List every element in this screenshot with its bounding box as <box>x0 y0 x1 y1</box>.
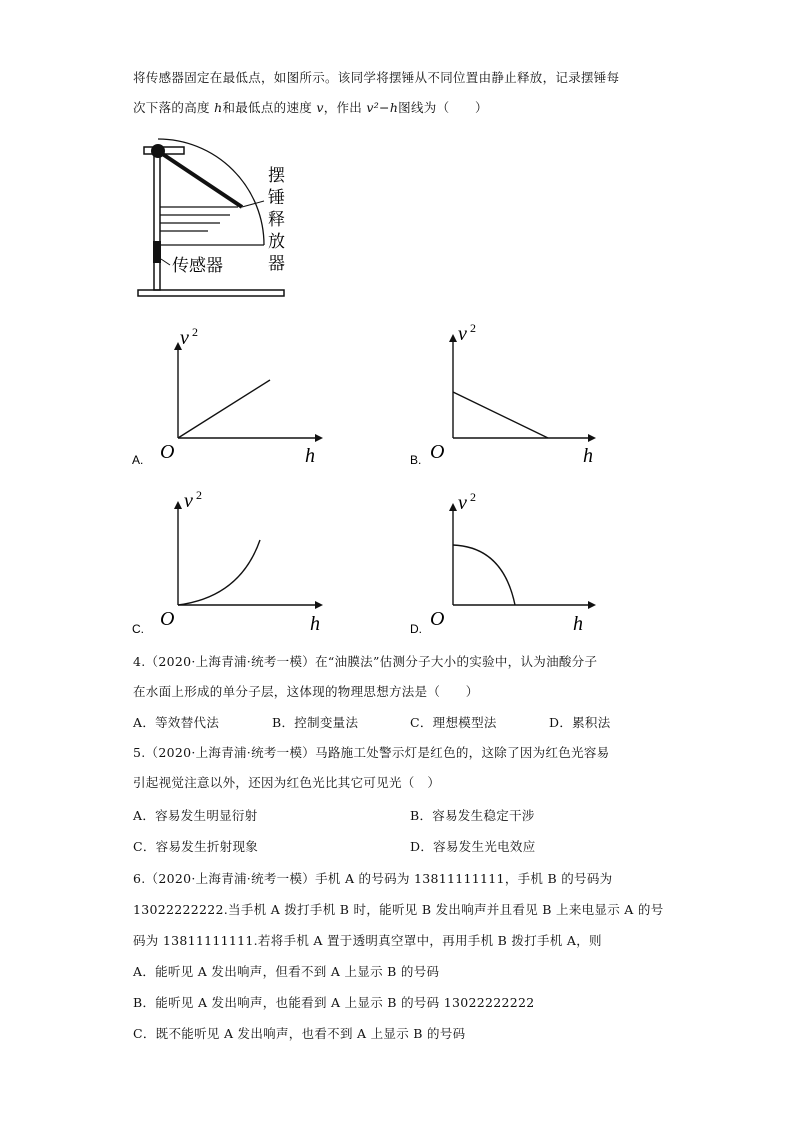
stand-base <box>138 290 284 296</box>
stand-pole <box>154 147 160 290</box>
intro-text: 和最低点的速度 <box>222 100 317 115</box>
q6-line-2: 13022222222.当手机 A 拨打手机 B 时，能听见 B 发出响声并且看见 B 上来电显示 A 的号 <box>133 902 664 917</box>
var-h: h <box>214 100 223 115</box>
q6-option-c: C．既不能听见 A 发出响声，也看不到 A 上显示 B 的号码 <box>133 1026 466 1041</box>
release-label-char: 释 <box>268 210 285 230</box>
y-axis-label: v <box>180 327 189 349</box>
option-label: C. <box>132 622 144 636</box>
q4-option-d: D．累积法 <box>549 715 611 730</box>
q6-option-b: B．能听见 A 发出响声，也能看到 A 上显示 B 的号码 13022222222 <box>133 995 535 1010</box>
release-arc <box>158 139 264 245</box>
option-label: A. <box>132 453 144 467</box>
q5-option-c: C．容易发生折射现象 <box>133 839 259 854</box>
q5-option-b: B．容易发生稳定干涉 <box>410 808 535 823</box>
q5-option-d: D．容易发生光电效应 <box>410 839 536 854</box>
graph-option-c <box>130 485 330 635</box>
pendulum-arm <box>158 151 242 207</box>
x-arrow <box>315 434 323 442</box>
graph-option-d <box>408 485 608 635</box>
option-label: B. <box>410 453 422 467</box>
intro-line-2 <box>133 98 488 116</box>
y-axis-label: v <box>458 492 467 514</box>
x-axis-label: h <box>305 445 315 467</box>
origin-label: O <box>430 441 445 463</box>
option-label: D. <box>410 622 422 636</box>
q4-line-2: 在水面上形成的单分子层，这体现的物理思想方法是（ ） <box>133 684 479 699</box>
var-v2-h: v²−h <box>366 100 399 115</box>
graph-option-b <box>408 320 608 470</box>
q6-line-3: 码为 13811111111.若将手机 A 置于透明真空罩中，再用手机 B 拨打手机 A，则 <box>133 933 602 948</box>
sensor-pointer <box>161 259 170 265</box>
y-axis-sup: 2 <box>192 325 198 339</box>
var-v: v <box>316 100 324 115</box>
x-arrow <box>588 601 596 609</box>
origin-label: O <box>160 608 175 630</box>
y-axis-sup: 2 <box>196 488 202 502</box>
x-axis-label: h <box>310 613 320 635</box>
q5-line-2: 引起视觉注意以外，还因为红色光比其它可见光（ ） <box>133 775 441 790</box>
pendulum-apparatus-figure <box>130 135 310 305</box>
intro-text: 图线为（ ） <box>398 100 488 115</box>
q6-line-1: 6.（2020·上海青浦·统考一模）手机 A 的号码为 13811111111，手机 B 的号码为 <box>133 871 613 886</box>
q4-option-b: B．控制变量法 <box>272 715 359 730</box>
y-arrow <box>174 501 182 509</box>
release-label-char: 器 <box>268 254 285 274</box>
origin-label: O <box>430 608 445 630</box>
y-axis-sup: 2 <box>470 490 476 504</box>
intro-text: 次下落的高度 <box>133 100 215 115</box>
release-label-char: 锤 <box>268 188 285 208</box>
graph-option-a <box>130 320 330 470</box>
origin-label: O <box>160 441 175 463</box>
release-label-char: 放 <box>268 232 285 252</box>
q4-option-c: C．理想模型法 <box>410 715 497 730</box>
sensor-label: 传感器 <box>172 256 223 276</box>
y-arrow <box>449 334 457 342</box>
q4-line-1: 4.（2020·上海青浦·统考一模）在“油膜法”估测分子大小的实验中，认为油酸分子 <box>133 654 598 669</box>
y-axis-sup: 2 <box>470 321 476 335</box>
release-label-char: 摆 <box>268 166 285 186</box>
intro-text: ，作出 <box>323 100 367 115</box>
x-axis-label: h <box>573 613 583 635</box>
y-axis-label: v <box>458 323 467 345</box>
q5-line-1: 5.（2020·上海青浦·统考一模）马路施工处警示灯是红色的，这除了因为红色光容易 <box>133 745 610 760</box>
graph-line <box>453 392 548 438</box>
graph-line <box>178 380 270 438</box>
q6-option-a: A．能听见 A 发出响声，但看不到 A 上显示 B 的号码 <box>133 964 440 979</box>
x-axis-label: h <box>583 445 593 467</box>
x-arrow <box>315 601 323 609</box>
q4-option-a: A．等效替代法 <box>133 715 220 730</box>
y-axis-label: v <box>184 490 193 512</box>
q5-option-a: A．容易发生明显衍射 <box>133 808 258 823</box>
release-pointer <box>242 201 264 207</box>
intro-line-1: 将传感器固定在最低点，如图所示。该同学将摆锤从不同位置由静止释放，记录摆锤每 <box>133 70 620 85</box>
graph-curve <box>178 540 260 605</box>
y-arrow <box>449 503 457 511</box>
x-arrow <box>588 434 596 442</box>
sensor <box>153 241 161 263</box>
graph-curve <box>453 545 515 605</box>
